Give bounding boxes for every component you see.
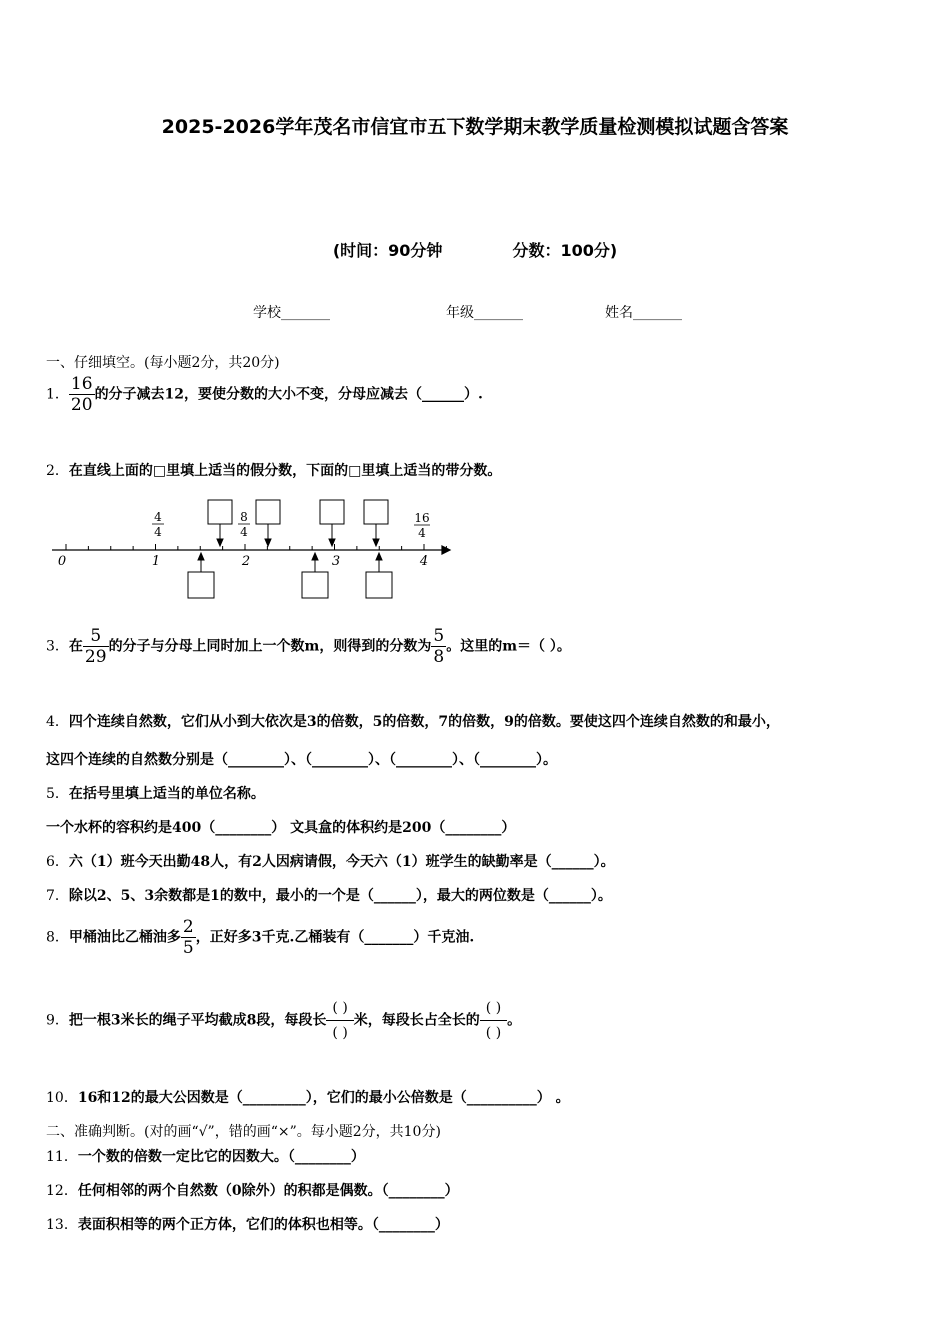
arrow-up-icon — [312, 553, 318, 560]
question-1 — [46, 374, 483, 415]
fraction — [69, 374, 95, 415]
fraction-16-4-bottom: 4 — [418, 526, 426, 540]
answer-box-bottom-1 — [188, 572, 214, 598]
fraction-8-4-top: 8 — [240, 510, 248, 524]
section2-heading: 二、准确判断。(对的画“√”，错的画“×”。每小题2分，共10分) — [46, 1124, 441, 1140]
question-2 — [46, 460, 501, 480]
question-9 — [46, 1000, 521, 1041]
question-number: 11． — [46, 1149, 78, 1165]
question-number: 4． — [46, 714, 69, 730]
question-text: 甲桶油比乙桶油多 — [68, 929, 181, 946]
fraction-denominator: 8 — [433, 647, 445, 667]
question-text: 在 — [68, 638, 83, 655]
question-text: 表面积相等的两个正方体，它们的体积也相等。（________） — [77, 1217, 449, 1233]
blank-numerator: ( ) — [326, 1000, 353, 1021]
question-number: 13． — [46, 1217, 78, 1233]
question-number: 12． — [46, 1183, 78, 1199]
question-8 — [46, 917, 474, 958]
axis-label-0: 0 — [57, 554, 67, 569]
question-7 — [46, 885, 612, 905]
blank-denominator: ( ) — [332, 1025, 348, 1041]
fraction — [431, 626, 446, 667]
fraction — [181, 917, 196, 958]
question-13 — [46, 1214, 449, 1234]
question-11 — [46, 1146, 365, 1166]
exam-time: (时间：90分钟 — [332, 241, 443, 260]
fraction-8-4-bottom: 4 — [240, 525, 248, 539]
blank-denominator: ( ) — [485, 1025, 502, 1041]
fraction-denominator: 20 — [70, 395, 93, 415]
question-text: 除以2、5、3余数都是1的数中，最小的一个是（______），最大的两位数是（______）。 — [68, 888, 612, 904]
axis-label-4: 4 — [419, 554, 429, 569]
arrow-up-icon — [376, 553, 382, 560]
arrow-down-icon — [217, 539, 223, 546]
answer-box-top-3 — [320, 500, 344, 524]
question-3 — [46, 626, 571, 667]
answer-box-top-2 — [256, 500, 280, 524]
question-5-line2: 一个水杯的容积约是400（________） 文具盒的体积约是200（________） — [46, 820, 516, 836]
fraction — [83, 626, 109, 667]
number-line-figure — [40, 494, 460, 606]
question-6 — [46, 851, 615, 871]
fraction-denominator: 5 — [182, 938, 194, 958]
fraction-16-4-top: 16 — [414, 511, 430, 525]
question-number: 7． — [46, 888, 69, 904]
question-number: 8． — [46, 929, 69, 946]
arrow-down-icon — [373, 539, 379, 546]
question-text: 在直线上面的□里填上适当的假分数，下面的□里填上适当的带分数。 — [68, 463, 502, 479]
answer-box-bottom-3 — [366, 572, 392, 598]
answer-box-top-4 — [364, 500, 388, 524]
fraction-numerator: 2 — [182, 917, 194, 937]
school-field: 学校_______ — [253, 305, 330, 321]
fraction-numerator: 5 — [83, 626, 109, 647]
axis-label-2: 2 — [241, 554, 251, 569]
fraction-numerator: 5 — [433, 626, 445, 646]
exam-score: 分数：100分) — [512, 241, 618, 260]
question-text: 的分子减去12，要使分数的大小不变，分母应减去（______）. — [94, 386, 483, 403]
question-10 — [46, 1087, 570, 1107]
question-text: 把一根3米长的绳子平均截成8段，每段长 — [68, 1012, 327, 1029]
name-field: 姓名_______ — [605, 305, 682, 321]
question-number: 1． — [46, 386, 69, 403]
question-text: 在括号里填上适当的单位名称。 — [68, 786, 265, 802]
question-text: 的分子与分母上同时加上一个数m，则得到的分数为 — [108, 638, 432, 655]
fraction-4-4-top: 4 — [154, 510, 162, 524]
question-number: 5． — [46, 786, 69, 802]
question-text: 六（1）班今天出勤48人，有2人因病请假，今天六（1）班学生的缺勤率是（______）。 — [68, 854, 615, 870]
exam-info — [0, 238, 950, 261]
blank-fraction — [480, 1000, 507, 1041]
section1-heading: 一、仔细填空。(每小题2分，共20分) — [46, 355, 280, 371]
fraction-numerator: 16 — [70, 374, 93, 394]
question-text: 米，每段长占全长的 — [353, 1012, 480, 1029]
axis-label-1: 1 — [151, 554, 161, 569]
question-5 — [46, 783, 265, 803]
question-text: 任何相邻的两个自然数（0除外）的积都是偶数。（________） — [77, 1183, 459, 1199]
fraction-denominator: 29 — [84, 647, 107, 667]
question-text: 一个数的倍数一定比它的因数大。（________） — [77, 1149, 365, 1165]
question-number: 3． — [46, 638, 69, 655]
question-4-line2: 这四个连续的自然数分别是（________）、（________）、（________）、（________）。 — [46, 752, 557, 768]
answer-box-bottom-2 — [302, 572, 328, 598]
grade-field: 年级_______ — [446, 305, 523, 321]
arrow-up-icon — [198, 553, 204, 560]
blank-fraction — [326, 1000, 353, 1041]
question-number: 9． — [46, 1012, 69, 1029]
question-number: 2． — [46, 463, 69, 479]
page-title: 2025-2026学年茂名市信宜市五下数学期末教学质量检测模拟试题含答案 — [161, 116, 789, 138]
arrow-down-icon — [265, 539, 271, 546]
question-number: 6． — [46, 854, 69, 870]
fraction-4-4-bottom: 4 — [154, 525, 162, 539]
axis-label-3: 3 — [331, 554, 341, 569]
question-text: ，正好多3千克.乙桶装有（_______）千克油. — [195, 929, 475, 946]
blank-numerator: ( ) — [480, 1000, 507, 1021]
question-text: 四个连续自然数，它们从小到大依次是3的倍数，5的倍数，7的倍数，9的倍数。要使这四个连续自然数的和最小， — [68, 714, 780, 730]
question-12 — [46, 1180, 459, 1200]
question-text: 。 — [507, 1012, 522, 1029]
question-text: 。这里的m＝（ ）。 — [446, 638, 571, 655]
question-4 — [46, 711, 780, 731]
question-number: 10． — [46, 1090, 78, 1106]
answer-box-top-1 — [208, 500, 232, 524]
question-text: 16和12的最大公因数是（_________），它们的最小公倍数是（__________） 。 — [77, 1090, 570, 1106]
